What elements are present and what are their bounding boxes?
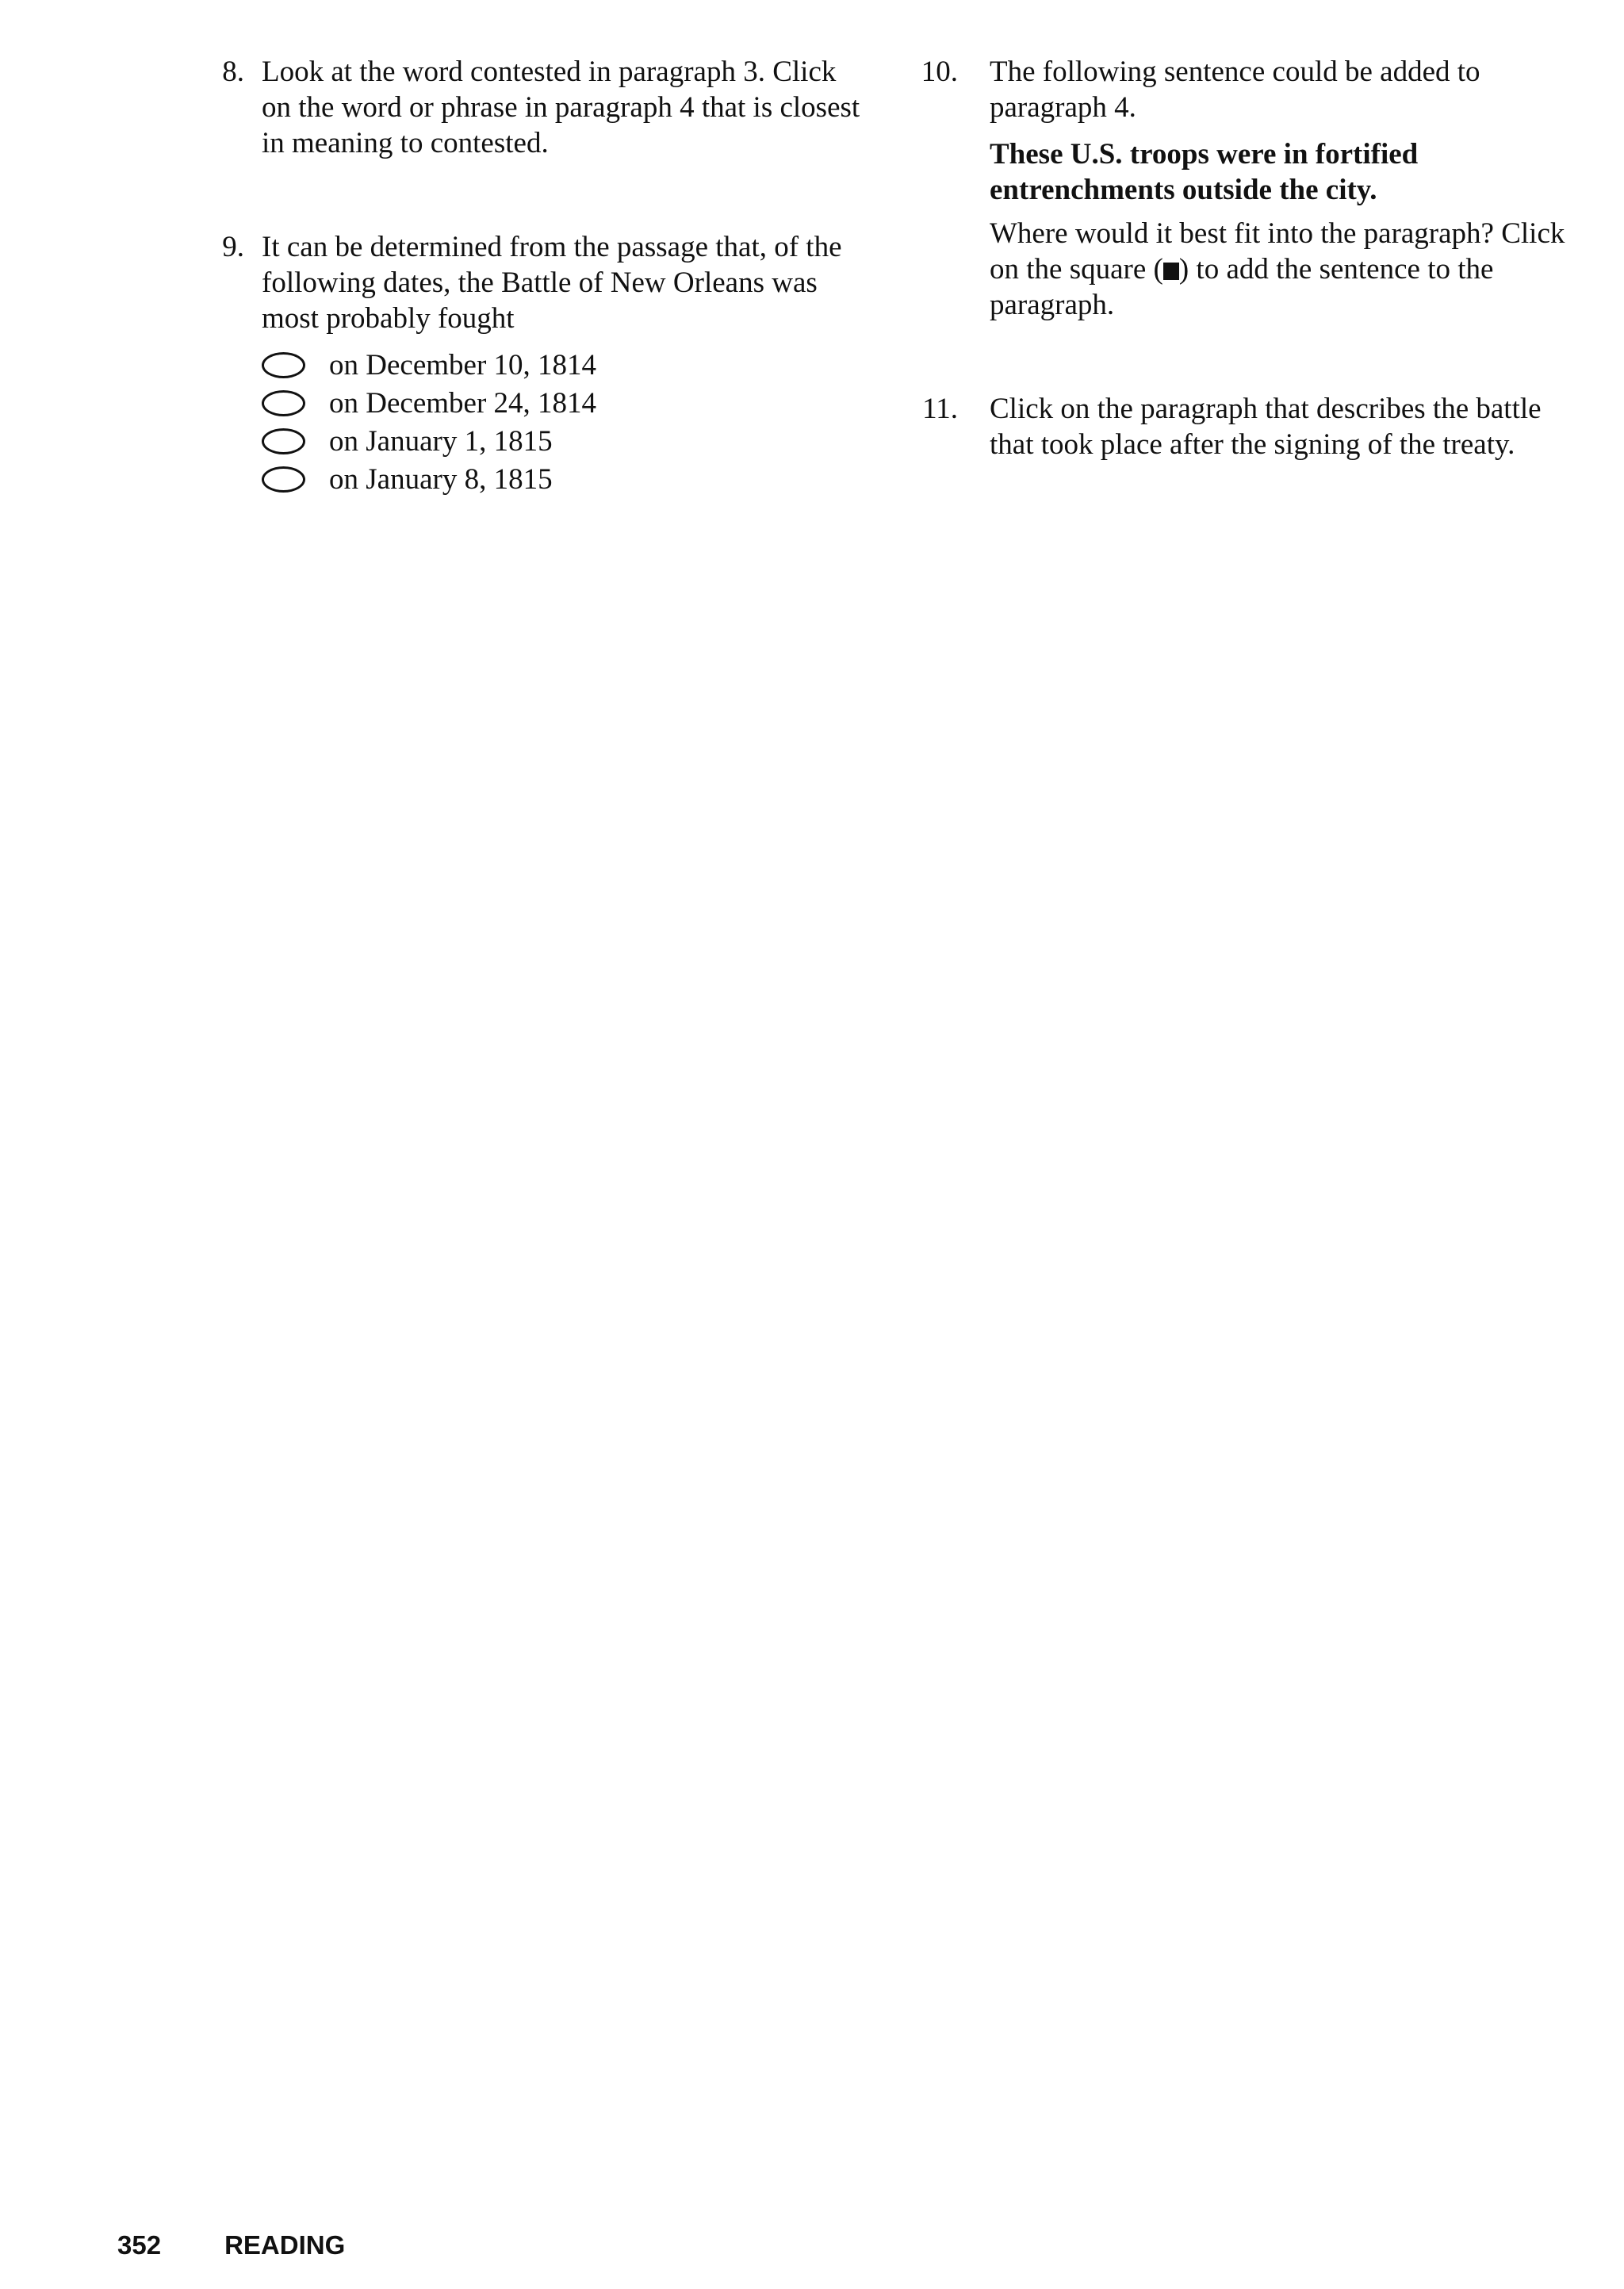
question-number: 10.	[921, 56, 958, 88]
question-text: Click on the paragraph that describes the battle that took place after the signing of the treaty.	[990, 393, 1542, 461]
option-label: on December 24, 1814	[329, 386, 597, 420]
answer-option[interactable]	[262, 346, 864, 384]
option-label: on January 1, 1815	[329, 424, 553, 458]
answer-option[interactable]	[262, 460, 864, 498]
answer-option[interactable]	[262, 384, 864, 422]
answer-options	[262, 346, 864, 498]
option-label: on December 10, 1814	[329, 348, 597, 382]
question-number: 9.	[222, 231, 244, 263]
radio-oval-icon[interactable]	[262, 428, 305, 454]
question-text: It can be determined from the passage that, of the following dates, the Battle of New Orleans was most probably fought	[262, 231, 842, 335]
instruction-text: ) to add the sentence to the paragraph.	[990, 253, 1494, 321]
question-instruction	[990, 216, 1592, 323]
radio-oval-icon[interactable]	[262, 390, 305, 416]
black-square-icon	[1163, 263, 1179, 280]
question-number: 11.	[922, 393, 958, 425]
radio-oval-icon[interactable]	[262, 466, 305, 493]
answer-option[interactable]	[262, 422, 864, 460]
instruction-text: Where would it best fit into the paragraph? Click on the square (	[990, 217, 1565, 286]
question-text: Look at the word contested in paragraph 3. Click on the word or phrase in paragraph 4 that is closest in meaning to contested.	[262, 56, 860, 159]
option-label: on January 8, 1815	[329, 462, 553, 496]
page-number: 352	[117, 2230, 162, 2260]
section-title: READING	[224, 2230, 346, 2260]
radio-oval-icon[interactable]	[262, 352, 305, 378]
question-number: 8.	[222, 56, 244, 88]
page-footer	[117, 2230, 345, 2260]
question-text: The following sentence could be added to paragraph 4.	[990, 56, 1480, 124]
insert-sentence: These U.S. troops were in fortified entrenchments outside the city.	[990, 138, 1419, 206]
